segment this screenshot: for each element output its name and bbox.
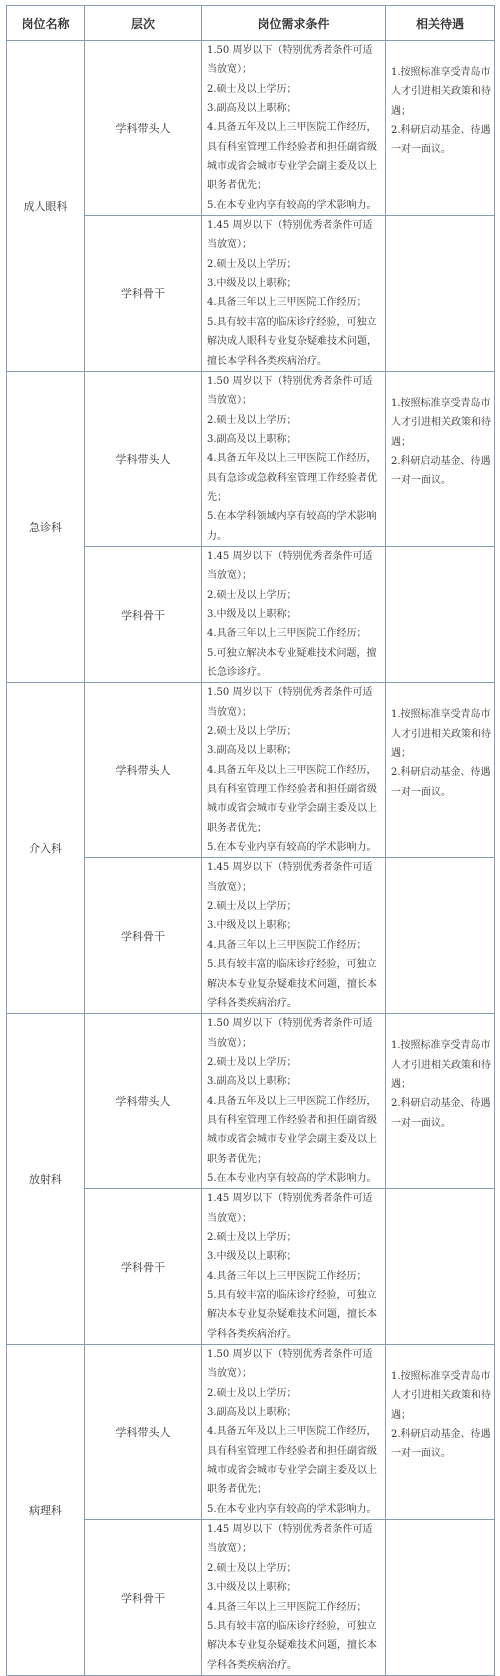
requirement-item: 5.在本专业内享有较高的学术影响力。 [207, 199, 377, 211]
table-row [7, 371, 495, 546]
requirements-cell [202, 683, 386, 858]
requirement-item: 3.中级及以上职称； [207, 1251, 297, 1263]
requirements-cell [202, 1520, 386, 1676]
header-post: 岗位名称 [7, 6, 85, 41]
benefits-cell [386, 1014, 495, 1189]
benefit-item: 1.按照标准享受青岛市人才引进相关政策和待遇； [391, 67, 491, 117]
requirement-item: 1.50 周岁以下（特别优秀者条件可适当放宽）； [207, 45, 373, 76]
requirement-item: 2.硕士及以上学历； [207, 1562, 297, 1574]
benefits-cell-empty [386, 1520, 495, 1676]
level-cell: 学科骨干 [85, 216, 202, 372]
requirement-item: 3.中级及以上职称； [207, 608, 297, 620]
requirement-item: 2.硕士及以上学历； [207, 258, 297, 270]
level-cell: 学科带头人 [85, 371, 202, 546]
recruitment-table [6, 5, 495, 1676]
table-header-row [7, 6, 495, 41]
requirements-cell [202, 371, 386, 546]
requirement-item: 1.45 周岁以下（特别优秀者条件可适当放宽）； [207, 1524, 373, 1555]
requirement-item: 5.具有较丰富的临床诊疗经验，可独立解决本专业复杂疑难技术问题，擅长本学科各类疾病治疗。 [207, 1620, 377, 1671]
department-name: 病理科 [7, 1345, 85, 1676]
benefit-item: 2.科研启动基金、待遇一对一面议。 [391, 767, 491, 798]
benefit-item: 1.按照标准享受青岛市人才引进相关政策和待遇； [391, 1371, 491, 1421]
requirement-item: 4.具备五年及以上三甲医院工作经历，具有科室管理工作经验者和担任副省级城市或省会城市专业学会副主委及以上职务者优先； [207, 764, 377, 834]
table-row [7, 1014, 495, 1189]
requirement-item: 5.在本学科领域内享有较高的学术影响力。 [207, 511, 377, 542]
requirement-item: 3.中级及以上职称； [207, 920, 297, 932]
requirements-cell [202, 546, 386, 682]
department-name: 介入科 [7, 683, 85, 1014]
department-name: 成人眼科 [7, 41, 85, 372]
requirement-item: 1.45 周岁以下（特别优秀者条件可适当放宽）； [207, 220, 373, 251]
requirement-item: 5.具有较丰富的临床诊疗经验，可独立解决成人眼科专业复杂疑难技术问题，擅长本学科各类疾病治疗。 [207, 316, 377, 367]
level-cell: 学科骨干 [85, 858, 202, 1014]
level-cell: 学科带头人 [85, 683, 202, 858]
level-cell: 学科骨干 [85, 546, 202, 682]
table-body [7, 41, 495, 1676]
requirement-item: 5.在本专业内享有较高的学术影响力。 [207, 1172, 377, 1184]
table-row [7, 683, 495, 858]
requirement-item: 5.具有较丰富的临床诊疗经验，可独立解决本专业复杂疑难技术问题，擅长本学科各类疾病治疗。 [207, 959, 377, 1009]
benefits-cell [386, 683, 495, 858]
requirement-item: 2.硕士及以上学历； [207, 901, 297, 913]
level-cell: 学科骨干 [85, 1189, 202, 1345]
benefit-item: 2.科研启动基金、待遇一对一面议。 [391, 455, 491, 487]
requirement-item: 3.中级及以上职称； [207, 278, 297, 290]
requirements-cell [202, 1014, 386, 1189]
requirement-item: 4.具备三年以上三甲医院工作经历； [207, 1270, 367, 1282]
level-cell: 学科骨干 [85, 1520, 202, 1676]
level-cell: 学科带头人 [85, 1014, 202, 1189]
requirement-item: 4.具备三年以上三甲医院工作经历； [207, 1601, 367, 1613]
header-level: 层次 [85, 6, 202, 41]
requirement-item: 2.硕士及以上学历； [207, 1056, 297, 1068]
benefit-item: 1.按照标准享受青岛市人才引进相关政策和待遇； [391, 397, 491, 448]
requirements-cell [202, 858, 386, 1014]
requirement-item: 5.具有较丰富的临床诊疗经验，可独立解决本专业复杂疑难技术问题，擅长本学科各类疾病治疗。 [207, 1290, 377, 1340]
requirement-item: 2.硕士及以上学历； [207, 726, 297, 738]
benefits-cell-empty [386, 546, 495, 682]
requirement-item: 3.副高及以上职称； [207, 745, 297, 757]
table-row [7, 41, 495, 216]
requirement-item: 4.具备五年及以上三甲医院工作经历，具有科室管理工作经验者和担任副省级城市或省会城市专业学会副主委及以上职务者优先； [207, 1095, 377, 1165]
department-name: 急诊科 [7, 371, 85, 683]
requirement-item: 4.具备五年及以上三甲医院工作经历，具有科室管理工作经验者和担任副省级城市或省会城市专业学会副主委及以上职务者优先； [207, 122, 377, 192]
requirement-item: 3.中级及以上职称； [207, 1582, 297, 1594]
requirement-item: 1.45 周岁以下（特别优秀者条件可适当放宽）； [207, 1193, 373, 1224]
requirement-item: 5.在本专业内享有较高的学术影响力。 [207, 1503, 377, 1515]
benefit-item: 2.科研启动基金、待遇一对一面议。 [391, 125, 491, 156]
requirement-item: 2.硕士及以上学历； [207, 83, 297, 95]
requirement-item: 3.副高及以上职称； [207, 103, 297, 115]
benefits-cell-empty [386, 216, 495, 372]
requirement-item: 5.可独立解决本专业疑难技术问题，擅长急诊诊疗。 [207, 647, 377, 678]
benefits-cell-empty [386, 1189, 495, 1345]
header-requirements: 岗位需求条件 [202, 6, 386, 41]
benefits-cell [386, 41, 495, 216]
requirement-item: 1.45 周岁以下（特别优秀者条件可适当放宽）； [207, 550, 373, 582]
benefit-item: 1.按照标准享受青岛市人才引进相关政策和待遇； [391, 709, 491, 760]
benefit-item: 1.按照标准享受青岛市人才引进相关政策和待遇； [391, 1040, 491, 1090]
benefit-item: 2.科研启动基金、待遇一对一面议。 [391, 1429, 491, 1460]
requirements-cell [202, 1189, 386, 1345]
requirements-cell [202, 216, 386, 372]
requirement-item: 1.50 周岁以下（特别优秀者条件可适当放宽）； [207, 1018, 373, 1049]
requirements-cell [202, 1345, 386, 1520]
requirement-item: 2.硕士及以上学历； [207, 1231, 297, 1243]
requirement-item: 4.具备五年及以上三甲医院工作经历，具有科室管理工作经验者和担任副省级城市或省会城市专业学会副主委及以上职务者优先； [207, 1426, 377, 1496]
requirement-item: 2.硕士及以上学历； [207, 1387, 297, 1399]
benefits-cell [386, 1345, 495, 1520]
requirement-item: 2.硕士及以上学历； [207, 589, 297, 601]
requirement-item: 1.50 周岁以下（特别优秀者条件可适当放宽）； [207, 375, 373, 407]
requirement-item: 3.副高及以上职称； [207, 1407, 297, 1419]
requirement-item: 4.具备三年以上三甲医院工作经历； [207, 297, 367, 309]
requirement-item: 1.50 周岁以下（特别优秀者条件可适当放宽）； [207, 687, 373, 718]
requirement-item: 1.45 周岁以下（特别优秀者条件可适当放宽）； [207, 862, 373, 893]
requirement-item: 1.50 周岁以下（特别优秀者条件可适当放宽）； [207, 1349, 373, 1380]
requirement-item: 3.副高及以上职称； [207, 1076, 297, 1088]
requirement-item: 2.硕士及以上学历； [207, 414, 297, 426]
benefits-cell [386, 371, 495, 546]
department-name: 放射科 [7, 1014, 85, 1345]
benefits-cell-empty [386, 858, 495, 1014]
requirements-cell [202, 41, 386, 216]
header-benefits: 相关待遇 [386, 6, 495, 41]
requirement-item: 4.具备五年及以上三甲医院工作经历，具有急诊或急救科室管理工作经验者优先； [207, 453, 377, 503]
table-row [7, 1345, 495, 1520]
benefit-item: 2.科研启动基金、待遇一对一面议。 [391, 1098, 491, 1129]
requirement-item: 4.具备三年以上三甲医院工作经历； [207, 939, 367, 951]
requirement-item: 3.副高及以上职称； [207, 433, 297, 445]
requirement-item: 4.具备三年以上三甲医院工作经历； [207, 628, 367, 640]
requirement-item: 5.在本专业内享有较高的学术影响力。 [207, 842, 377, 854]
level-cell: 学科带头人 [85, 1345, 202, 1520]
level-cell: 学科带头人 [85, 41, 202, 216]
